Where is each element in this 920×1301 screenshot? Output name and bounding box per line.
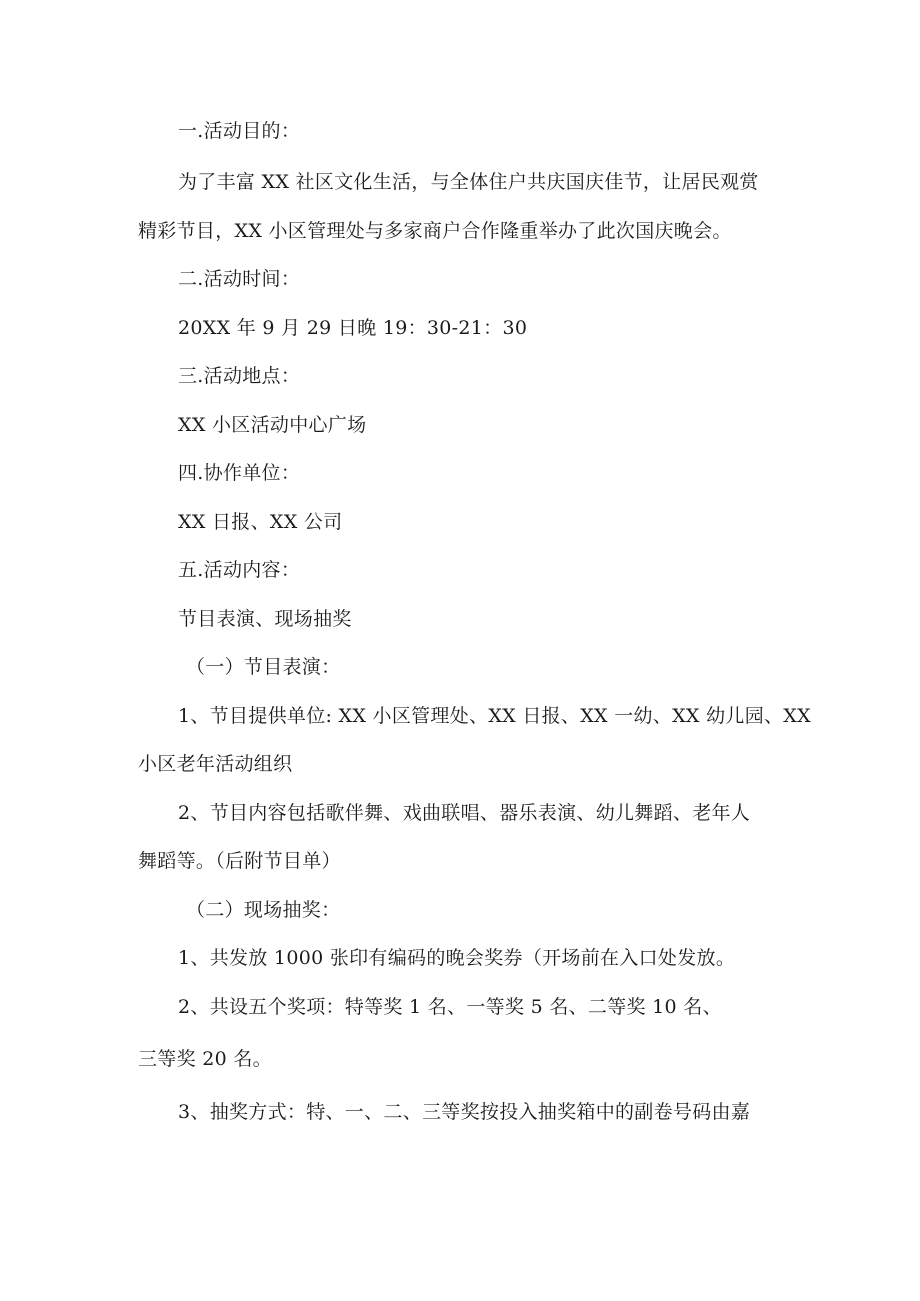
sub-2-item-2-line-2: 三等奖 20 名。 (138, 1048, 272, 1070)
sub-1-heading: （一）节目表演： (186, 656, 341, 678)
sub-1-item-2-line-2: 舞蹈等。（后附节目单） (138, 850, 341, 872)
section-4-body: XX 日报、XX 公司 (178, 511, 343, 533)
sub-2-item-1: 1、共发放 1000 张印有编码的晚会奖券（开场前在入口处发放。 (178, 947, 736, 969)
sub-1-item-1-line-2: 小区老年活动组织 (138, 753, 293, 775)
sub-1-item-1-line-1: 1、节目提供单位: XX 小区管理处、XX 日报、XX 一幼、XX 幼儿园、XX (178, 705, 811, 727)
sub-1-item-2-line-1: 2、节目内容包括歌伴舞、戏曲联唱、器乐表演、幼儿舞蹈、老年人 (178, 802, 751, 824)
section-1-body-line-1: 为了丰富 XX 社区文化生活，与全体住户共庆国庆佳节，让居民观赏 (178, 171, 759, 193)
section-4-heading: 四.协作单位： (178, 462, 301, 484)
section-1-body-line-2: 精彩节目，XX 小区管理处与多家商户合作隆重举办了此次国庆晚会。 (138, 220, 732, 242)
sub-2-heading: （二）现场抽奖： (186, 899, 341, 921)
section-3-body: XX 小区活动中心广场 (178, 414, 367, 436)
section-2-body: 20XX 年 9 月 29 日晚 19：30-21：30 (178, 317, 528, 339)
section-1-heading: 一.活动目的： (178, 120, 301, 142)
section-3-heading: 三.活动地点： (178, 365, 301, 387)
section-2-heading: 二.活动时间： (178, 268, 301, 290)
section-5-heading: 五.活动内容： (178, 559, 301, 581)
section-5-body: 节目表演、现场抽奖 (178, 608, 352, 630)
sub-2-item-3-line-1: 3、抽奖方式：特、一、二、三等奖按投入抽奖箱中的副卷号码由嘉 (178, 1101, 751, 1123)
sub-2-item-2-line-1: 2、共设五个奖项：特等奖 1 名、一等奖 5 名、二等奖 10 名、 (178, 996, 722, 1018)
